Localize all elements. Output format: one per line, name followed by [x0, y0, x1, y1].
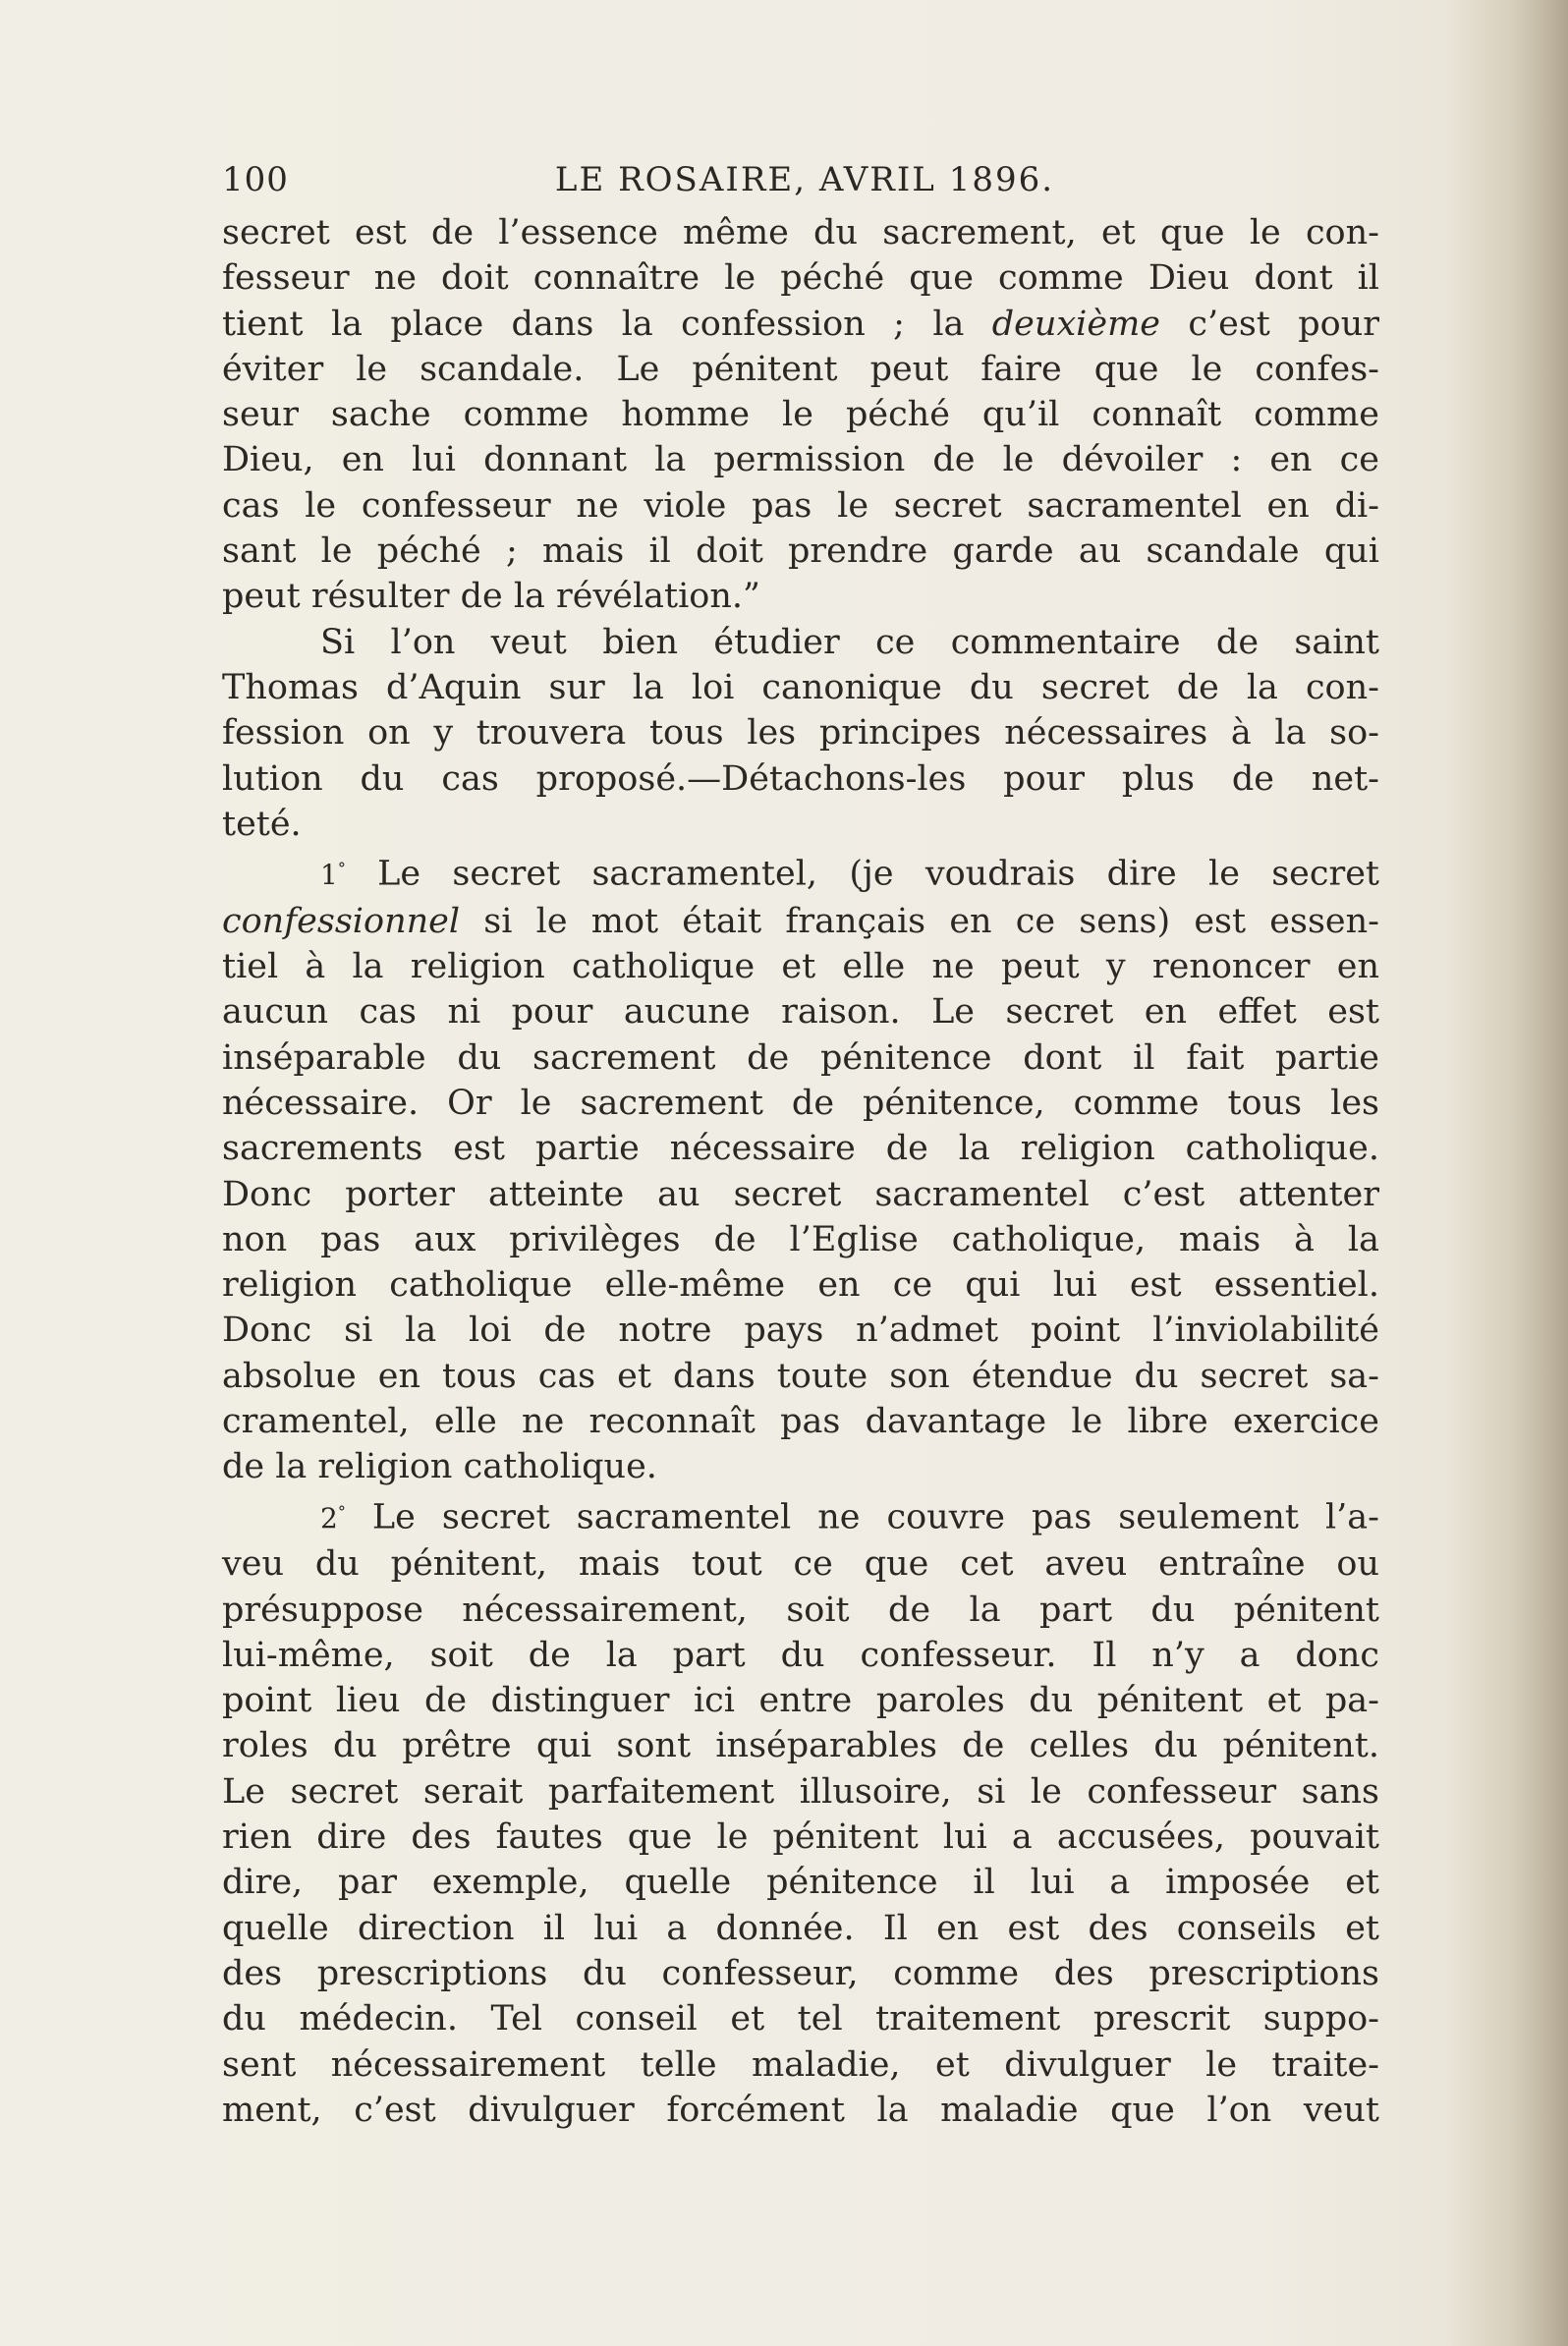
text-line: nécessaire. Or le sacrement de pénitence, comme tous les — [222, 1083, 1379, 1123]
text-line: fession on y trouvera tous les principes nécessaires à la so- — [222, 713, 1379, 754]
text-line: Donc si la loi de notre pays n’admet point l’inviolabilité — [222, 1311, 1379, 1351]
text-line: sent nécessairement telle maladie, et divulguer le traite- — [222, 2044, 1379, 2085]
page-text — [222, 157, 1379, 2133]
text-line: secret est de l’essence même du sacrement, et que le con- — [222, 213, 1379, 252]
text-line: cramentel, elle ne reconnaît pas davantage le libre exercice — [222, 1402, 1379, 1442]
text-segment: c’est pour — [1188, 304, 1379, 344]
page-number: 100 — [222, 160, 289, 199]
paragraph-number — [320, 1502, 346, 1535]
text-line: dire, par exemple, quelle pénitence il lui a imposée et — [222, 1863, 1379, 1903]
text-line: lui-même, soit de la part du confesseur. Il n’y a donc — [222, 1635, 1379, 1675]
text-line: non pas aux privilèges de l’Eglise catholique, mais à la — [222, 1219, 1379, 1259]
text-line: de la religion catholique. — [222, 1447, 657, 1487]
text-line: seur sache comme homme le péché qu’il connaît comme — [222, 395, 1379, 435]
text-segment: Le secret sacramentel, (je voudrais dire le secret — [377, 854, 1379, 894]
paragraph-2 — [222, 620, 1379, 847]
text-line: présuppose nécessairement, soit de la part du pénitent — [222, 1590, 1379, 1630]
paragraph-number — [320, 859, 346, 891]
text-line: religion catholique elle-même en ce qui lui est essentiel. — [222, 1265, 1379, 1306]
text-line — [222, 1490, 1379, 1542]
italic-term: deuxième — [991, 304, 1160, 344]
text-line: sant le péché ; mais il doit prendre garde au scandale qui — [222, 531, 1379, 572]
text-line — [222, 302, 1379, 347]
text-line: du médecin. Tel conseil et tel traitement prescrit suppo- — [222, 1999, 1379, 2039]
text-line: aucun cas ni pour aucune raison. Le secret en effet est — [222, 992, 1379, 1033]
paragraph-1 — [222, 210, 1379, 620]
paragraph-4 — [222, 1490, 1379, 2133]
text-line: absolue en tous cas et dans toute son étendue du secret sa- — [222, 1356, 1379, 1396]
text-line: éviter le scandale. Le pénitent peut faire que le confes- — [222, 349, 1379, 389]
text-line: rien dire des fautes que le pénitent lui a accusées, pouvait — [222, 1817, 1379, 1858]
text-line: des prescriptions du confesseur, comme des prescriptions — [222, 1953, 1379, 1993]
text-line: inséparable du sacrement de pénitence dont il fait partie — [222, 1037, 1379, 1078]
page-edge-shadow — [1509, 0, 1568, 2346]
text-line: veu du pénitent, mais tout ce que cet aveu entraîne ou — [222, 1544, 1379, 1585]
text-segment: Le secret sacramentel ne couvre pas seulement l’a- — [371, 1496, 1379, 1536]
text-line: ment, c’est divulguer forcément la maladie que l’on veut — [222, 2090, 1379, 2130]
running-header — [222, 157, 1379, 208]
text-line: Donc porter atteinte au secret sacramentel c’est attenter — [222, 1174, 1379, 1214]
degree-mark: ° — [337, 1502, 346, 1522]
text-line: sacrements est partie nécessaire de la religion catholique. — [222, 1129, 1379, 1169]
text-line — [222, 847, 1379, 899]
text-line: quelle direction il lui a donnée. Il en est des conseils et — [222, 1908, 1379, 1948]
text-line: Si l’on veut bien étudier ce commentaire de saint — [320, 622, 1379, 662]
text-line: peut résulter de la révélation.” — [222, 577, 760, 617]
text-line — [222, 899, 1379, 944]
text-line: Dieu, en lui donnant la permission de le dévoiler : en ce — [222, 440, 1379, 480]
text-line: roles du prêtre qui sont inséparables de celles du pénitent. — [222, 1726, 1379, 1766]
paragraph-3 — [222, 847, 1379, 1489]
running-title: LE ROSAIRE, AVRIL 1896. — [554, 160, 1055, 199]
text-line: tiel à la religion catholique et elle ne peut y renoncer en — [222, 947, 1379, 987]
text-line: fesseur ne doit connaître le péché que comme Dieu dont il — [222, 258, 1379, 299]
text-line: teté. — [222, 804, 302, 844]
degree-mark: ° — [337, 860, 346, 879]
number-value: 1 — [320, 859, 338, 892]
text-line: cas le confesseur ne viole pas le secret sacramentel en di- — [222, 485, 1379, 526]
text-line: Thomas d’Aquin sur la loi canonique du secret de la con- — [222, 667, 1379, 707]
text-segment: tient la place dans la confession ; la — [222, 304, 965, 344]
text-line: point lieu de distinguer ici entre paroles du pénitent et pa- — [222, 1681, 1379, 1721]
text-line: lution du cas proposé.—Détachons-les pour plus de net- — [222, 758, 1379, 799]
italic-term: confessionnel — [222, 901, 461, 941]
text-segment: si le mot était français en ce sens) est essen- — [483, 901, 1379, 941]
number-value: 2 — [320, 1501, 338, 1535]
text-line: Le secret serait parfaitement illusoire, si le confesseur sans — [222, 1771, 1379, 1812]
